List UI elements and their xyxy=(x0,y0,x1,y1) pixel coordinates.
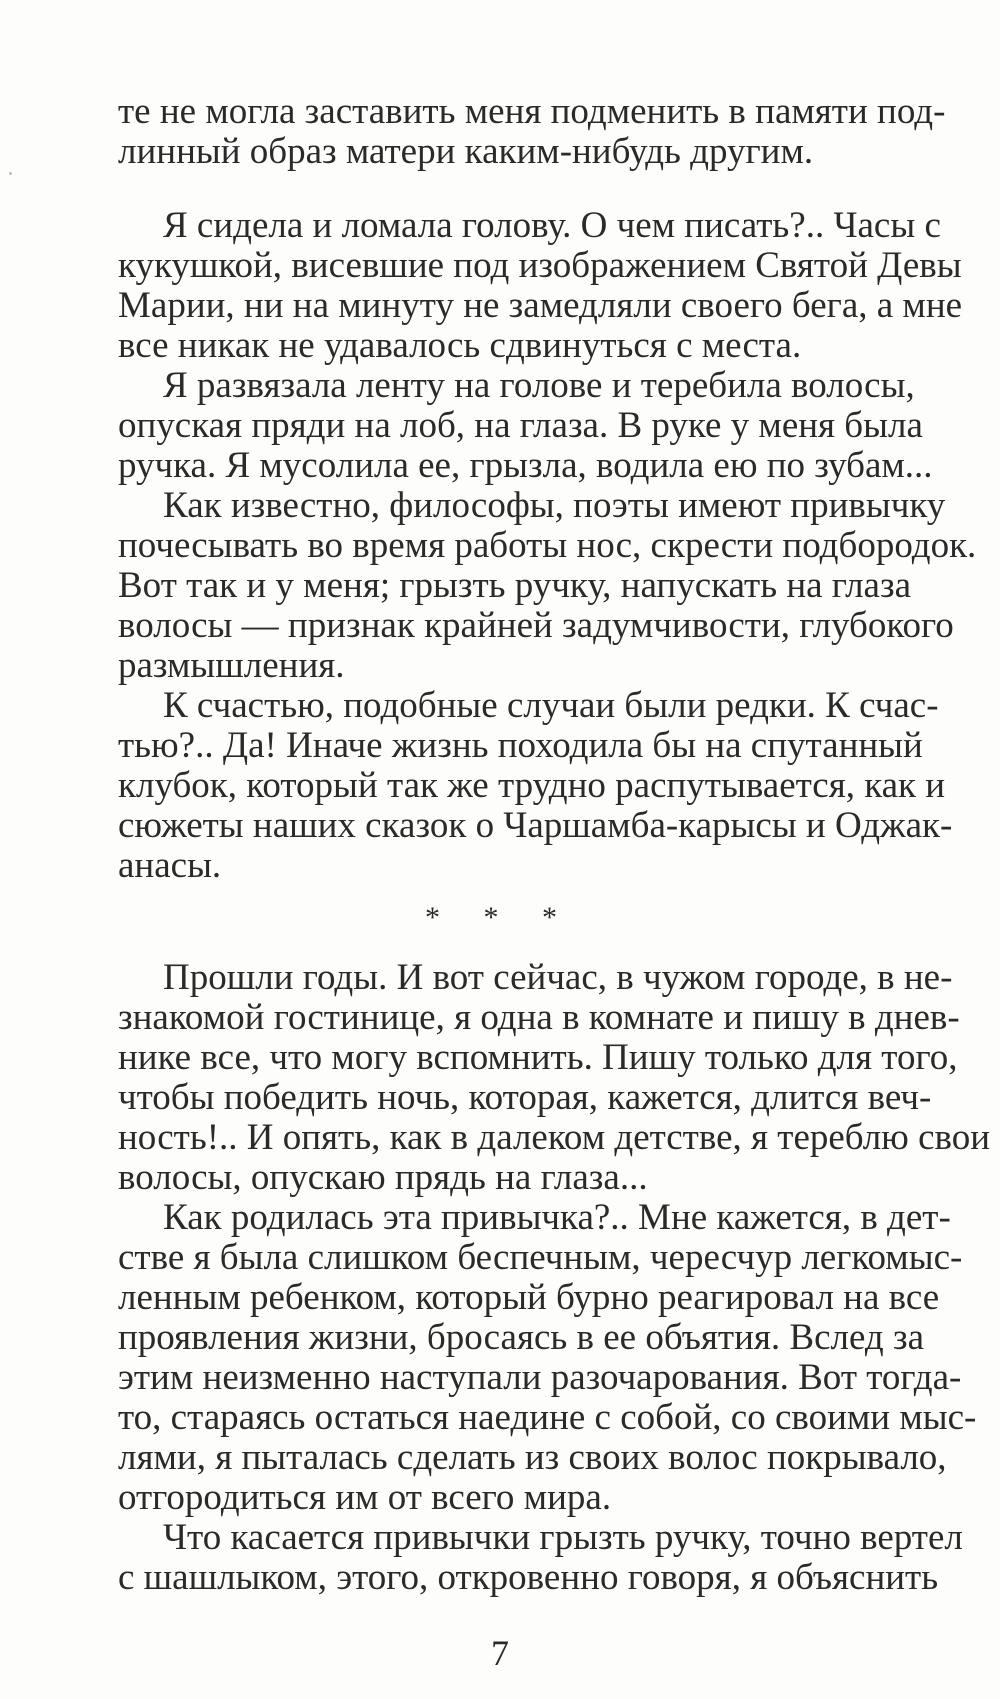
text-line: Прошли годы. И вот сейчас, в чужом городе, в не- xyxy=(163,957,953,998)
paper-speck xyxy=(9,172,12,175)
text-line: этим неизменно наступали разочарования. Вот тогда- xyxy=(118,1357,962,1398)
text-line: анасы. xyxy=(118,845,222,886)
text-line: К счастью, подобные случаи были редки. К счас- xyxy=(163,685,939,726)
text-line: проявления жизни, бросаясь в ее объятия. Вслед за xyxy=(118,1317,925,1358)
text-line: Как родилась эта привычка?.. Мне кажется, в дет- xyxy=(163,1197,951,1238)
text-line: то, стараясь остаться наедине с собой, со своими мыс- xyxy=(118,1397,977,1438)
text-line: лями, я пыталась сделать из своих волос покрывало, xyxy=(118,1437,947,1478)
text-line: отгородиться им от всего мира. xyxy=(118,1477,612,1518)
text-line: Что касается привычки грызть ручку, точно вертел xyxy=(163,1517,963,1558)
text-line: все никак не удавалось сдвинуться с места. xyxy=(118,325,802,366)
text-line: тью?.. Да! Иначе жизнь походила бы на спутанный xyxy=(118,725,923,766)
text-line: Как известно, философы, поэты имеют привычку xyxy=(163,485,946,526)
text-line: Вот так и у меня; грызть ручку, напускать на глаза xyxy=(118,565,912,606)
text-line: клубок, который так же трудно распутывается, как и xyxy=(118,765,946,806)
page-number: 7 xyxy=(491,1633,509,1673)
text-line: сюжеты наших сказок о Чаршамба-карысы и Оджак- xyxy=(118,805,953,846)
text-line: волосы — признак крайней задумчивости, глубокого xyxy=(118,605,954,646)
text-line: кукушкой, висевшие под изображением Святой Девы xyxy=(118,245,962,286)
text-line: почесывать во время работы нос, скрести подбородок. xyxy=(118,525,977,566)
text-line: с шашлыком, этого, откровенно говоря, я объяснить xyxy=(118,1557,939,1598)
text-line: Я сидела и ломала голову. О чем писать?.. Часы с xyxy=(163,205,941,246)
text-line: ность!.. И опять, как в далеком детстве, я тереблю свои xyxy=(118,1117,991,1158)
text-line: опуская пряди на лоб, на глаза. В руке у меня была xyxy=(118,405,923,446)
text-line: линный образ матери каким-нибудь другим. xyxy=(118,131,814,172)
text-line: те не могла заставить меня подменить в памяти под- xyxy=(118,91,946,132)
text-line: нике все, что могу вспомнить. Пишу только для того, xyxy=(118,1037,958,1078)
text-line: Марии, ни на минуту не замедляли своего бега, а мне xyxy=(118,285,963,326)
text-line: размышления. xyxy=(118,645,345,686)
text-line: волосы, опускаю прядь на глаза... xyxy=(118,1157,648,1198)
text-line: знакомой гостинице, я одна в комнате и пишу в днев- xyxy=(118,997,960,1038)
text-line: Я развязала ленту на голове и теребила волосы, xyxy=(163,365,915,406)
text-line: ручка. Я мусолила ее, грызла, водила ею по зубам... xyxy=(118,445,933,486)
section-break: * * * xyxy=(425,901,575,934)
text-line: чтобы победить ночь, которая, кажется, длится веч- xyxy=(118,1077,932,1118)
text-line: ленным ребенком, который бурно реагировал на все xyxy=(118,1277,940,1318)
text-line: стве я была слишком беспечным, чересчур легкомыс- xyxy=(118,1237,963,1278)
